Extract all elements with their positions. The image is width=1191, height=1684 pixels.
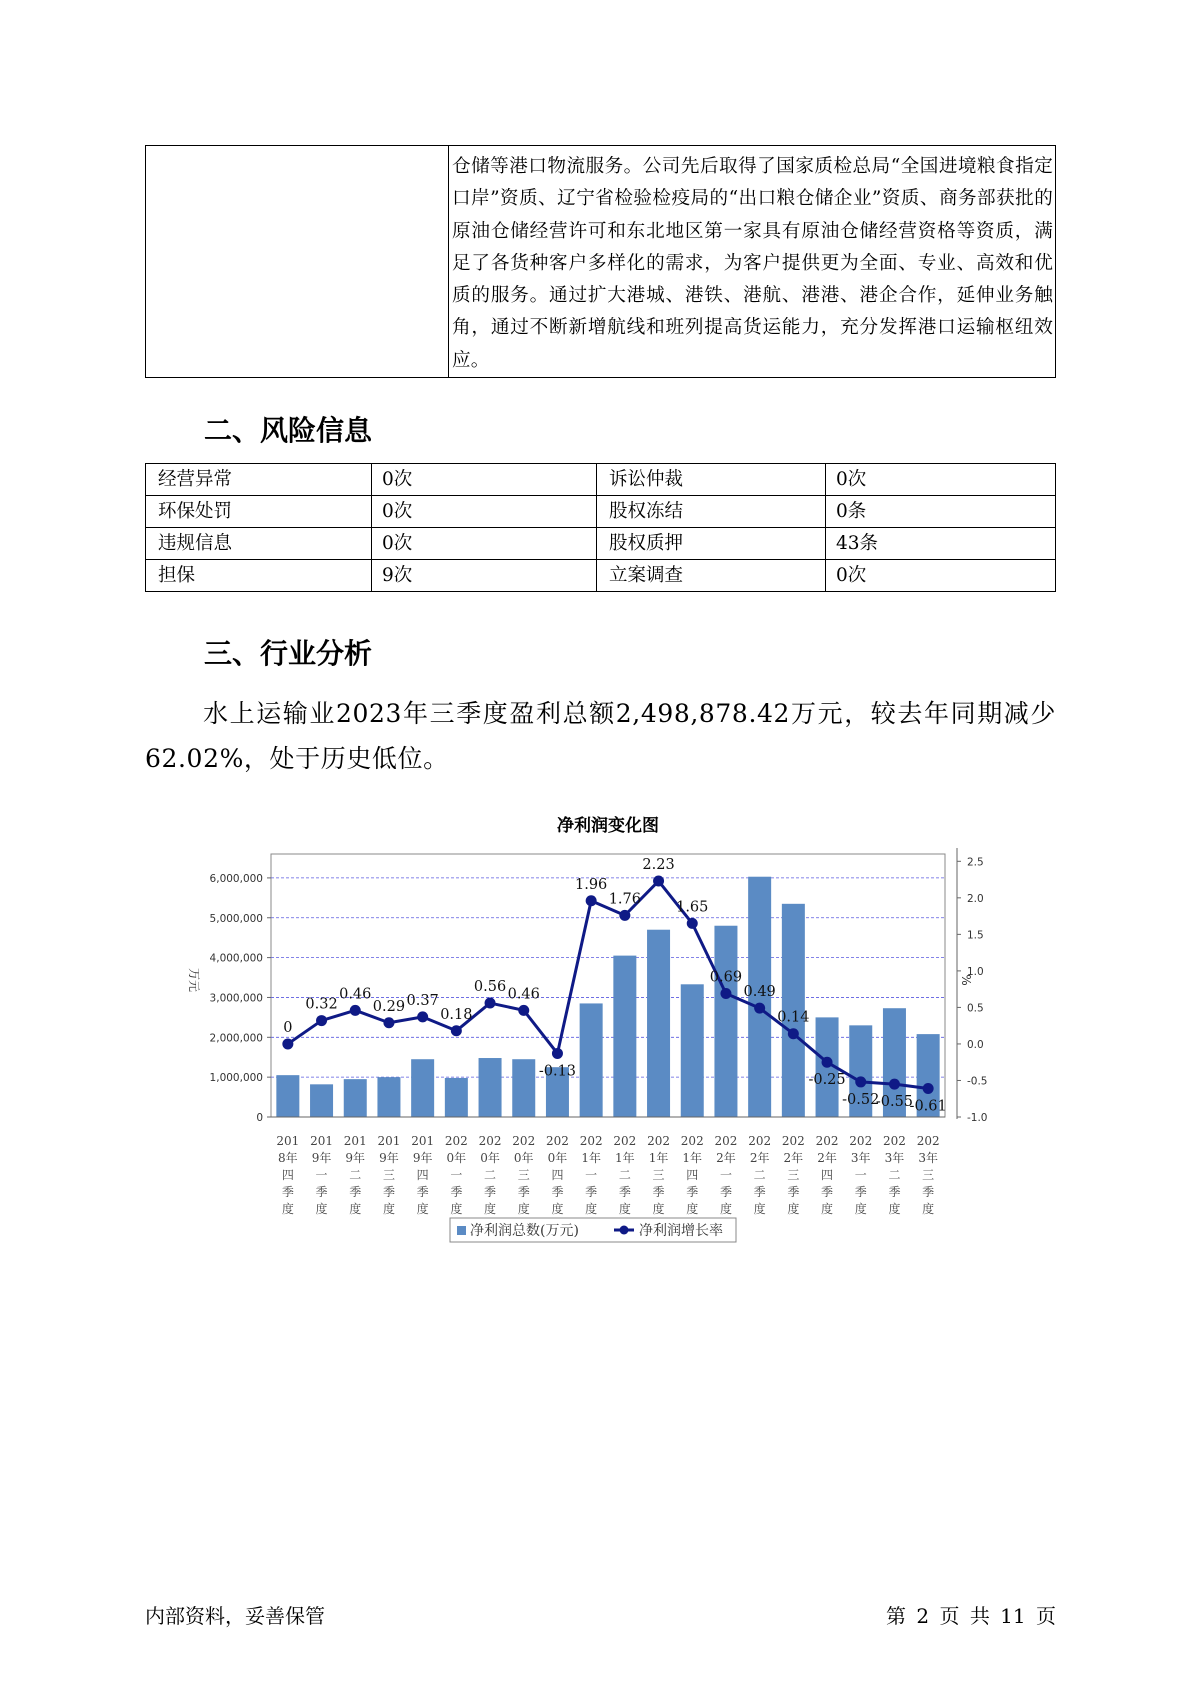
intro-label-cell [146,146,449,378]
bar [647,930,670,1117]
y2-tick-label: 2.5 [967,856,984,869]
x-tick-label: 四 [551,1168,564,1182]
growth-rate-label: 1.96 [575,876,608,893]
x-tick-label: 202 [647,1134,671,1148]
chart-title: 净利润变化图 [557,816,659,836]
y2-tick-label: 1.5 [967,929,984,942]
x-tick-label: 三 [382,1168,395,1182]
x-tick-label: 201 [377,1134,401,1148]
growth-rate-point [552,1048,563,1059]
x-tick-label: 季 [686,1185,699,1199]
x-tick-label: 季 [450,1185,463,1199]
x-tick-label: 3年 [918,1151,938,1165]
growth-rate-point [687,918,698,929]
risk-value: 0次 [372,528,597,560]
growth-rate-point [855,1076,866,1087]
risk-info-table [145,463,1056,592]
x-tick-label: 2年 [749,1151,770,1165]
risk-section-heading: 二、风险信息 [204,414,373,447]
company-intro-table [145,145,1056,378]
x-tick-label: 2年 [817,1151,837,1165]
x-tick-label: 8年 [278,1151,298,1165]
growth-rate-label: 0.14 [777,1009,810,1026]
table-row [146,496,1056,528]
bar [377,1077,400,1117]
x-tick-label: 202 [613,1134,637,1148]
risk-value: 0条 [826,496,1056,528]
x-tick-label: 202 [781,1134,805,1148]
x-tick-label: 一 [854,1168,867,1182]
x-tick-label: 202 [478,1134,502,1148]
risk-value: 9次 [372,560,597,592]
risk-label: 经营异常 [146,464,372,496]
x-tick-label: 202 [916,1134,940,1148]
bar [445,1078,468,1117]
risk-label: 环保处罚 [146,496,372,528]
x-tick-label: 季 [416,1185,429,1199]
growth-rate-point [720,988,731,999]
x-tick-label: 202 [714,1134,738,1148]
x-tick-label: 二 [888,1168,901,1182]
x-tick-label: 度 [686,1202,699,1216]
x-tick-label: 度 [450,1202,463,1216]
bar [580,1003,603,1117]
x-tick-label: 二 [349,1168,362,1182]
growth-rate-label: 2.23 [642,857,675,874]
x-tick-label: 度 [484,1202,497,1216]
bar [310,1084,333,1117]
x-tick-label: 四 [281,1168,294,1182]
x-tick-label: 0年 [513,1151,534,1165]
risk-value: 0次 [826,464,1056,496]
x-tick-label: 度 [382,1202,395,1216]
x-tick-label: 1年 [682,1151,703,1165]
x-tick-label: 三 [922,1168,935,1182]
x-tick-label: 3年 [850,1151,871,1165]
growth-rate-label: 0 [283,1019,293,1036]
y2-axis-label: % [959,974,973,986]
x-tick-label: 2年 [716,1151,736,1165]
growth-rate-point [417,1011,428,1022]
x-tick-label: 度 [585,1202,598,1216]
x-tick-label: 度 [719,1202,732,1216]
x-tick-label: 202 [512,1134,536,1148]
growth-rate-label: -0.52 [842,1091,880,1108]
risk-label: 诉讼仲裁 [597,464,826,496]
x-tick-label: 度 [652,1202,665,1216]
growth-rate-point [619,910,630,921]
bar [613,956,636,1117]
x-tick-label: 201 [310,1134,334,1148]
x-tick-label: 度 [551,1202,564,1216]
x-tick-label: 度 [416,1202,429,1216]
y-tick-label: 0 [256,1112,263,1124]
x-tick-label: 季 [382,1185,395,1199]
x-tick-label: 9年 [379,1151,399,1165]
risk-label: 股权质押 [597,528,826,560]
x-tick-label: 2年 [783,1151,804,1165]
growth-rate-label: -0.13 [538,1063,577,1080]
x-tick-label: 季 [551,1185,564,1199]
x-tick-label: 度 [854,1202,867,1216]
growth-rate-point [788,1028,799,1039]
x-tick-label: 二 [618,1168,631,1182]
x-tick-label: 季 [888,1185,901,1199]
growth-rate-point [282,1038,293,1049]
footer-page-number: 第 2 页 共 11 页 [886,1604,1056,1628]
x-tick-label: 度 [888,1202,901,1216]
growth-rate-point [889,1079,900,1090]
x-tick-label: 季 [753,1185,766,1199]
y2-tick-label: -1.0 [967,1112,988,1124]
growth-rate-point [485,998,496,1009]
risk-label: 担保 [146,560,372,592]
bar [681,984,704,1117]
y2-tick-label: 2.0 [967,892,984,905]
x-tick-label: 度 [281,1202,294,1216]
footer-confidential-note: 内部资料，妥善保管 [145,1604,325,1628]
x-tick-label: 3年 [884,1151,905,1165]
bar [276,1075,299,1117]
x-tick-label: 9年 [311,1151,332,1165]
x-tick-label: 1年 [581,1151,601,1165]
x-tick-label: 9年 [345,1151,366,1165]
growth-rate-point [586,895,597,906]
x-tick-label: 四 [821,1168,834,1182]
x-tick-label: 季 [652,1185,665,1199]
net-profit-chart [170,800,988,1260]
x-tick-label: 度 [349,1202,362,1216]
x-tick-label: 一 [450,1168,463,1182]
x-tick-label: 季 [349,1185,362,1199]
x-tick-label: 度 [787,1202,800,1216]
bar [714,926,737,1117]
x-tick-label: 四 [686,1168,699,1182]
growth-rate-label: 0.69 [709,969,743,986]
x-tick-label: 度 [821,1202,834,1216]
bar [479,1058,502,1117]
growth-rate-point [822,1057,833,1068]
x-tick-label: 0年 [547,1151,568,1165]
x-tick-label: 一 [315,1168,328,1182]
bar [344,1079,367,1117]
y-tick-label: 5,000,000 [209,912,263,925]
y2-tick-label: 1.0 [967,965,984,978]
y2-tick-label: 0.5 [967,1002,984,1015]
x-tick-label: 季 [787,1185,800,1199]
risk-value: 0次 [372,464,597,496]
x-tick-label: 0年 [480,1151,500,1165]
x-tick-label: 季 [821,1185,834,1199]
growth-rate-label: -0.55 [875,1094,914,1111]
growth-rate-point [653,876,664,887]
x-tick-label: 度 [753,1202,766,1216]
growth-rate-label: 0.46 [507,986,540,1003]
x-tick-label: 一 [585,1168,598,1182]
x-tick-label: 季 [484,1185,497,1199]
legend-line-label: 净利润增长率 [639,1223,723,1239]
x-tick-label: 1年 [648,1151,669,1165]
x-tick-label: 度 [618,1202,631,1216]
x-tick-label: 三 [517,1168,530,1182]
growth-rate-label: 0.29 [372,998,406,1015]
growth-rate-point [350,1005,361,1016]
growth-rate-point [451,1025,462,1036]
risk-label: 股权冻结 [597,496,826,528]
growth-rate-point [754,1003,765,1014]
x-tick-label: 度 [517,1202,530,1216]
x-tick-label: 202 [748,1134,772,1148]
x-tick-label: 二 [484,1168,497,1182]
legend-bar-label: 净利润总数(万元) [470,1223,579,1239]
x-tick-label: 季 [315,1185,328,1199]
growth-rate-label: 0.37 [406,992,439,1009]
x-tick-label: 9年 [412,1151,433,1165]
growth-rate-point [518,1005,529,1016]
risk-value: 0次 [372,496,597,528]
growth-rate-label: 0.18 [440,1006,473,1023]
y-tick-label: 3,000,000 [209,992,263,1005]
table-row [146,528,1056,560]
growth-rate-label: -0.61 [909,1098,947,1115]
industry-paragraph: 水上运输业2023年三季度盈利总额2,498,878.42万元，较去年同期减少62.02%，处于历史低位。 [145,699,1056,773]
x-tick-label: 季 [618,1185,631,1199]
growth-rate-label: 0.32 [305,996,338,1013]
x-tick-label: 季 [281,1185,294,1199]
x-tick-label: 季 [922,1185,935,1199]
growth-rate-point [923,1083,934,1094]
x-tick-label: 202 [849,1134,873,1148]
x-tick-label: 三 [787,1168,800,1182]
y-tick-label: 1,000,000 [209,1072,263,1085]
x-tick-label: 202 [545,1134,569,1148]
x-tick-label: 202 [680,1134,704,1148]
x-tick-label: 一 [719,1168,732,1182]
y2-tick-label: -0.5 [967,1075,988,1088]
x-tick-label: 三 [652,1168,665,1182]
bar [512,1059,535,1117]
x-tick-label: 度 [315,1202,328,1216]
y-tick-label: 2,000,000 [209,1032,263,1045]
table-row [146,560,1056,592]
growth-rate-point [383,1017,394,1028]
x-tick-label: 季 [854,1185,867,1199]
growth-rate-label: 0.49 [743,984,776,1001]
risk-value: 0次 [826,560,1056,592]
y-tick-label: 6,000,000 [209,872,263,885]
x-tick-label: 季 [585,1185,598,1199]
x-tick-label: 季 [517,1185,530,1199]
growth-rate-label: -0.25 [808,1072,846,1089]
x-tick-label: 二 [753,1168,766,1182]
risk-label: 立案调查 [597,560,826,592]
y-tick-label: 4,000,000 [209,952,263,965]
growth-rate-label: 1.76 [608,891,641,908]
growth-rate-point [316,1015,327,1026]
intro-text-cell: 仓储等港口物流服务。公司先后取得了国家质检总局“全国进境粮食指定口岸”资质、辽宁省检验检疫局的“出口粮仓储企业”资质、商务部获批的原油仓储经营许可和东北地区第一家具有原油仓储经营资格等资质，满足了各货种客户多样化的需求，为客户提供更为全面、专业、高效和优质的服务。通过扩大港城、港铁、港航、港港、港企合作，延伸业务触角，通过不断新增航线和班列提高货运能力，充分发挥港口运输枢纽效应。 [449,146,1056,378]
risk-value: 43条 [826,528,1056,560]
x-tick-label: 202 [579,1134,603,1148]
x-tick-label: 1年 [615,1151,635,1165]
bar [411,1059,434,1117]
x-tick-label: 201 [276,1134,300,1148]
growth-rate-label: 1.65 [676,899,709,916]
legend-bar-swatch [457,1226,466,1235]
x-tick-label: 201 [343,1134,367,1148]
x-tick-label: 202 [444,1134,468,1148]
y-axis-label: 万元 [187,967,201,993]
x-tick-label: 四 [416,1168,429,1182]
table-row [146,464,1056,496]
x-tick-label: 季 [719,1185,732,1199]
y2-tick-label: 0.0 [967,1038,984,1051]
x-tick-label: 202 [882,1134,906,1148]
risk-label: 违规信息 [146,528,372,560]
growth-rate-label: 0.46 [339,986,372,1003]
x-tick-label: 201 [411,1134,435,1148]
legend-line-marker [620,1226,629,1235]
x-tick-label: 度 [922,1202,935,1216]
x-tick-label: 202 [815,1134,839,1148]
growth-rate-label: 0.56 [473,979,507,996]
x-tick-label: 0年 [446,1151,467,1165]
industry-section-heading: 三、行业分析 [204,637,373,670]
